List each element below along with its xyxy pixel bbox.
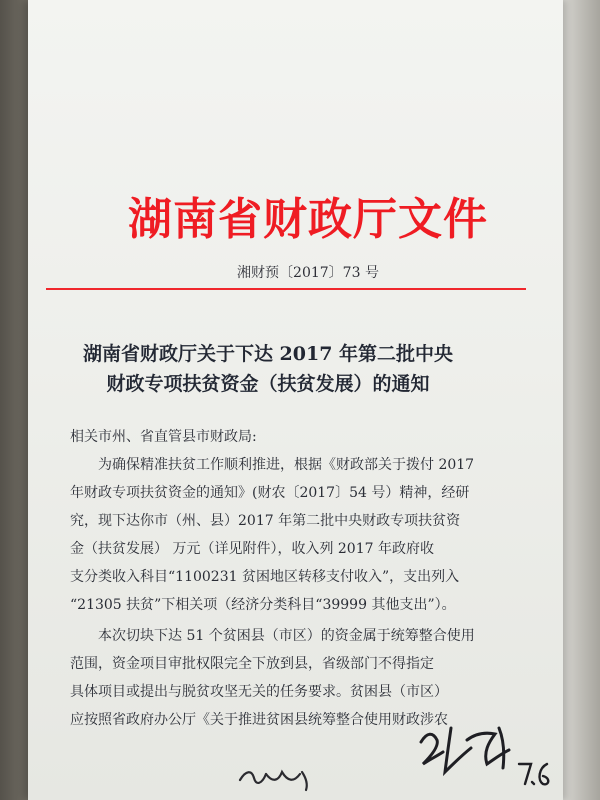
handwritten-date-note <box>513 758 553 790</box>
document-title <box>28 339 508 399</box>
body-line-7: 本次切块下达 51 个贫困县（市区）的资金属于统筹整合使用 <box>98 628 475 644</box>
red-divider <box>46 288 526 290</box>
handwritten-signature <box>413 722 523 778</box>
document-number: 湘财预〔2017〕73 号 <box>237 265 379 281</box>
body-line-9: 具体项目或提出与脱贫攻坚无关的任务要求。贫困县（市区） <box>70 684 448 700</box>
paper-page <box>28 0 563 800</box>
body-line-2: 年财政专项扶贫资金的通知》(财农〔2017〕54 号）精神，经研 <box>70 485 470 501</box>
recipient-line: 相关市州、省直管县市财政局: <box>70 429 257 445</box>
body-line-3: 究，现下达你市（州、县）2017 年第二批中央财政专项扶贫资 <box>70 513 461 529</box>
body-line-1: 为确保精准扶贫工作顺利推进，根据《财政部关于拨付 2017 <box>98 457 475 473</box>
body-line-10: 应按照省政府办公厅《关于推进贫困县统筹整合使用财政涉农 <box>70 712 448 728</box>
document-title-line-2: 财政专项扶贫资金（扶贫发展）的通知 <box>106 373 430 395</box>
document-header-title: 湖南省财政厅文件 <box>128 194 488 245</box>
handwritten-mark <box>236 764 328 794</box>
body-line-5: 支分类收入科目“1100231 贫困地区转移支付收入”，支出列入 <box>70 569 460 585</box>
document-title-line-1: 湖南省财政厅关于下达 2017 年第二批中央 <box>82 343 454 365</box>
body-line-6: “21305 扶贫”下相关项（经济分类科目“39999 其他支出”）。 <box>70 597 456 613</box>
body-line-8: 范围，资金项目审批权限完全下放到县，省级部门不得指定 <box>70 656 434 672</box>
body-line-4: 金（扶贫发展） 万元（详见附件），收入列 2017 年政府收 <box>70 541 434 557</box>
